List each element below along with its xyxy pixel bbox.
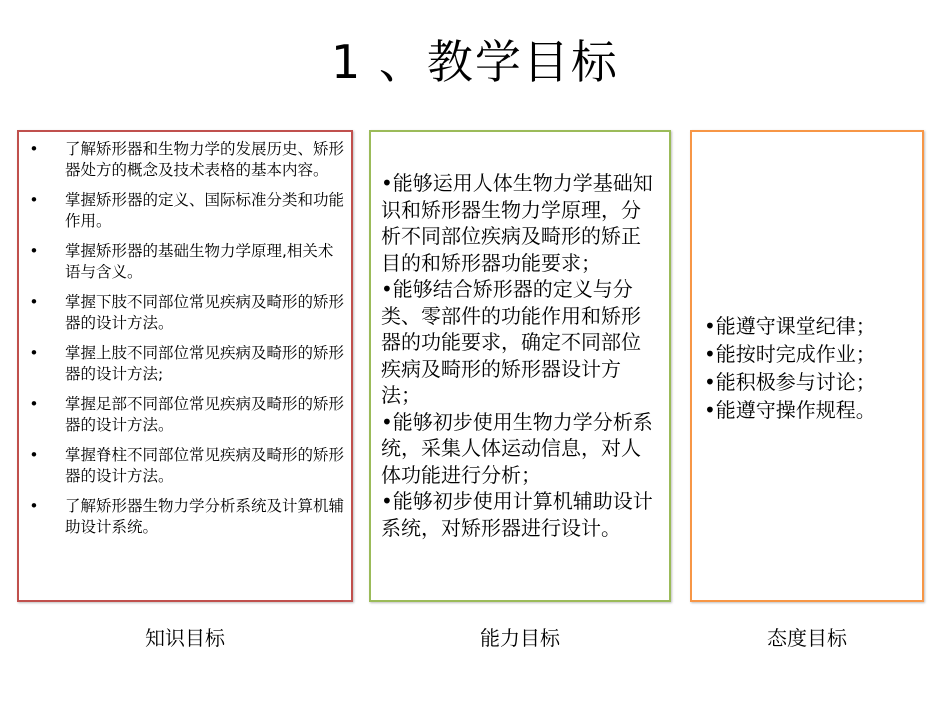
bullet-icon: • — [29, 191, 39, 209]
attitude-caption: 态度目标 — [767, 626, 847, 650]
ability-list — [371, 132, 669, 541]
list-item-text: 掌握矫形器的定义、国际标准分类和功能作用。 — [65, 191, 345, 230]
bullet-icon: • — [29, 497, 39, 515]
list-item: •能够结合矫形器的定义与分类、零部件的功能作用和矫形器的功能要求，确定不同部位疾病及畸形的矫形器设计方法； — [381, 277, 641, 407]
list-item-text: 掌握脊柱不同部位常见疾病及畸形的矫形器的设计方法。 — [65, 446, 345, 485]
bullet-icon: • — [29, 242, 39, 260]
attitude-objectives-box — [690, 130, 924, 602]
list-item — [19, 496, 347, 538]
list-item: •能按时完成作业； — [704, 342, 876, 366]
attitude-list — [704, 312, 918, 424]
knowledge-caption: 知识目标 — [145, 626, 225, 650]
list-item — [19, 190, 347, 232]
list-item-text: 了解矫形器生物力学分析系统及计算机辅助设计系统。 — [65, 497, 345, 536]
bullet-icon: • — [29, 446, 39, 464]
bullet-icon: • — [29, 140, 39, 158]
page-title: 1 、教学目标 — [331, 35, 619, 89]
bullet-icon: • — [29, 344, 39, 362]
knowledge-list — [19, 132, 351, 538]
list-item: •能够初步使用计算机辅助设计系统，对矫形器进行设计。 — [381, 489, 653, 540]
list-item: •能积极参与讨论； — [704, 370, 876, 394]
list-item: •能够运用人体生物力学基础知识和矫形器生物力学原理，分析不同部位疾病及畸形的矫正目的和矫形器功能要求； — [381, 171, 653, 275]
list-item: •能够初步使用生物力学分析系统，采集人体运动信息，对人体功能进行分析； — [381, 409, 653, 487]
list-item-text: 掌握上肢不同部位常见疾病及畸形的矫形器的设计方法; — [65, 344, 345, 383]
bullet-icon: • — [29, 293, 39, 311]
list-item-text: 掌握下肢不同部位常见疾病及畸形的矫形器的设计方法。 — [65, 293, 345, 332]
list-item: •能遵守课堂纪律； — [704, 314, 876, 338]
list-item — [19, 241, 347, 283]
list-item — [19, 445, 347, 487]
list-item — [19, 292, 347, 334]
list-item — [19, 139, 347, 181]
list-item — [19, 343, 347, 385]
knowledge-objectives-box — [17, 130, 353, 602]
list-item-text: 了解矫形器和生物力学的发展历史、矫形器处方的概念及技术表格的基本内容。 — [65, 140, 345, 179]
ability-caption: 能力目标 — [480, 626, 560, 650]
list-item — [19, 394, 347, 436]
list-item: •能遵守操作规程。 — [704, 398, 876, 422]
list-item-text: 掌握足部不同部位常见疾病及畸形的矫形器的设计方法。 — [65, 395, 345, 434]
list-item-text: 掌握矫形器的基础生物力学原理,相关术语与含义。 — [65, 242, 334, 281]
ability-objectives-box — [369, 130, 671, 602]
bullet-icon: • — [29, 395, 39, 413]
